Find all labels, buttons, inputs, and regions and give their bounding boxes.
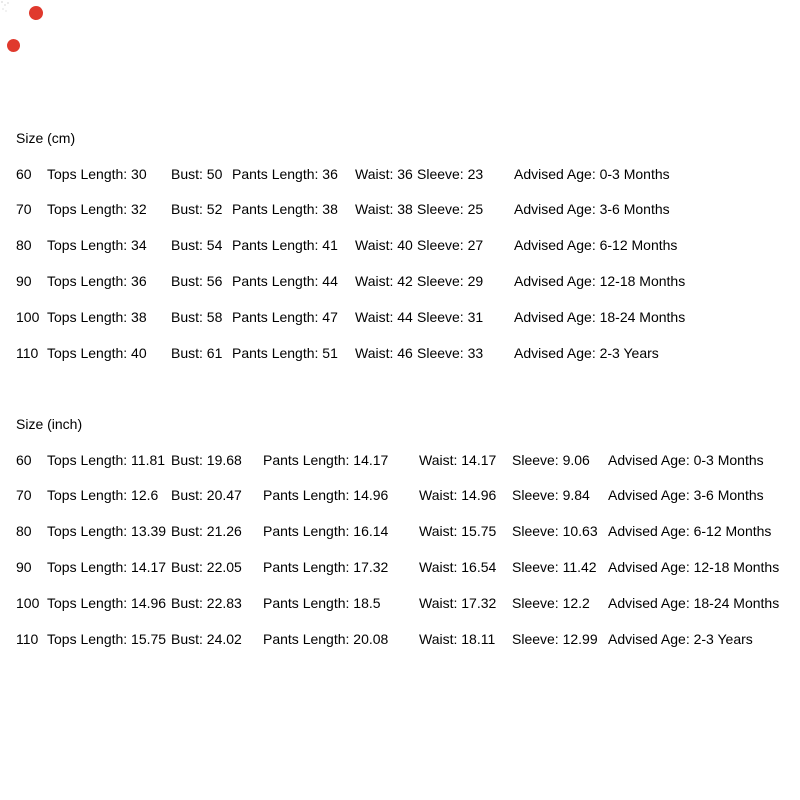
tops-length-cell: Tops Length: 36	[47, 272, 147, 289]
advised-age-cell: Advised Age: 0-3 Months	[514, 165, 670, 182]
pants-length-cell: Pants Length: 41	[232, 237, 338, 254]
sleeve-cell: Sleeve: 11.42	[512, 558, 597, 575]
size-value: 90	[16, 558, 32, 575]
bust-cell: Bust: 52	[171, 201, 223, 218]
tops-length-cell: Tops Length: 15.75	[47, 630, 167, 647]
pants-length-cell: Pants Length: 20.08	[263, 630, 389, 647]
waist-cell: Waist: 14.96	[419, 487, 497, 504]
advised-age-cell: Advised Age: 0-3 Months	[608, 451, 764, 468]
sleeve-cell: Sleeve: 33	[417, 344, 484, 361]
advised-age-cell: Advised Age: 18-24 Months	[608, 594, 780, 611]
tops-length-cell: Tops Length: 40	[47, 344, 147, 361]
size-value: 90	[16, 272, 32, 289]
size-value: 60	[16, 451, 32, 468]
pants-length-cell: Pants Length: 14.96	[263, 487, 389, 504]
size-row-60	[0, 453, 800, 469]
sleeve-cell: Sleeve: 27	[417, 237, 484, 254]
red-mark-icon	[28, 5, 45, 22]
bust-cell: Bust: 58	[171, 308, 223, 325]
tops-length-cell: Tops Length: 11.81	[47, 451, 166, 468]
advised-age-cell: Advised Age: 3-6 Months	[608, 487, 764, 504]
size-value: 100	[16, 594, 40, 611]
sleeve-cell: Sleeve: 10.63	[512, 523, 598, 540]
tops-length-cell: Tops Length: 13.39	[47, 523, 167, 540]
size-row-80	[0, 524, 800, 540]
bust-cell: Bust: 19.68	[171, 451, 242, 468]
tops-length-cell: Tops Length: 38	[47, 308, 147, 325]
size-value: 110	[16, 344, 39, 361]
size-value: 100	[16, 308, 40, 325]
advised-age-cell: Advised Age: 2-3 Years	[514, 344, 659, 361]
advised-age-cell: Advised Age: 6-12 Months	[608, 523, 772, 540]
sleeve-cell: Sleeve: 12.99	[512, 630, 598, 647]
size-row-100	[0, 596, 800, 612]
advised-age-cell: Advised Age: 3-6 Months	[514, 201, 670, 218]
size-value: 80	[16, 237, 32, 254]
advised-age-cell: Advised Age: 12-18 Months	[608, 558, 780, 575]
tops-length-cell: Tops Length: 30	[47, 165, 147, 182]
bust-cell: Bust: 24.02	[171, 630, 242, 647]
sleeve-cell: Sleeve: 29	[417, 272, 484, 289]
waist-cell: Waist: 14.17	[419, 451, 497, 468]
size-row-90	[0, 274, 800, 290]
tops-length-cell: Tops Length: 14.17	[47, 558, 167, 575]
tops-length-cell: Tops Length: 14.96	[47, 594, 167, 611]
size-row-80	[0, 238, 800, 254]
bust-cell: Bust: 61	[171, 344, 223, 361]
size-row-110	[0, 632, 800, 648]
size-value: 70	[16, 201, 32, 218]
pants-length-cell: Pants Length: 51	[232, 344, 338, 361]
size-row-90	[0, 560, 800, 576]
sleeve-cell: Sleeve: 25	[417, 201, 484, 218]
size-section-inch	[0, 417, 800, 657]
tops-length-cell: Tops Length: 34	[47, 237, 147, 254]
waist-cell: Waist: 36	[355, 165, 413, 182]
waist-cell: Waist: 16.54	[419, 558, 497, 575]
bust-cell: Bust: 54	[171, 237, 223, 254]
waist-cell: Waist: 15.75	[419, 523, 497, 540]
size-value: 80	[16, 523, 32, 540]
pants-length-cell: Pants Length: 38	[232, 201, 338, 218]
size-row-100	[0, 310, 800, 326]
pants-length-cell: Pants Length: 44	[232, 272, 338, 289]
size-section-cm	[0, 131, 800, 371]
advised-age-cell: Advised Age: 12-18 Months	[514, 272, 686, 289]
pants-length-cell: Pants Length: 47	[232, 308, 338, 325]
sleeve-cell: Sleeve: 9.06	[512, 451, 590, 468]
size-row-60	[0, 167, 800, 183]
pants-length-cell: Pants Length: 16.14	[263, 523, 389, 540]
pants-length-cell: Pants Length: 14.17	[263, 451, 389, 468]
bust-cell: Bust: 50	[171, 165, 223, 182]
size-value: 60	[16, 165, 32, 182]
size-row-110	[0, 346, 800, 362]
advised-age-cell: Advised Age: 18-24 Months	[514, 308, 686, 325]
size-value: 110	[16, 630, 39, 647]
waist-cell: Waist: 40	[355, 237, 413, 254]
waist-cell: Waist: 17.32	[419, 594, 497, 611]
corner-artifact	[1, 1, 3, 3]
advised-age-cell: Advised Age: 2-3 Years	[608, 630, 753, 647]
size-value: 70	[16, 487, 32, 504]
advised-age-cell: Advised Age: 6-12 Months	[514, 237, 678, 254]
sleeve-cell: Sleeve: 12.2	[512, 594, 590, 611]
tops-length-cell: Tops Length: 12.6	[47, 487, 159, 504]
pants-length-cell: Pants Length: 17.32	[263, 558, 389, 575]
sleeve-cell: Sleeve: 23	[417, 165, 484, 182]
red-mark-icon	[6, 38, 21, 53]
size-row-70	[0, 488, 800, 504]
waist-cell: Waist: 44	[355, 308, 413, 325]
size-row-70	[0, 202, 800, 218]
section-title-inch: Size (inch)	[16, 416, 83, 432]
waist-cell: Waist: 46	[355, 344, 413, 361]
waist-cell: Waist: 42	[355, 272, 413, 289]
bust-cell: Bust: 20.47	[171, 487, 242, 504]
pants-length-cell: Pants Length: 18.5	[263, 594, 381, 611]
bust-cell: Bust: 21.26	[171, 523, 242, 540]
section-title-cm: Size (cm)	[16, 130, 76, 146]
sleeve-cell: Sleeve: 9.84	[512, 487, 590, 504]
bust-cell: Bust: 22.05	[171, 558, 242, 575]
tops-length-cell: Tops Length: 32	[47, 201, 147, 218]
waist-cell: Waist: 18.11	[419, 630, 496, 647]
bust-cell: Bust: 22.83	[171, 594, 242, 611]
waist-cell: Waist: 38	[355, 201, 413, 218]
sleeve-cell: Sleeve: 31	[417, 308, 484, 325]
pants-length-cell: Pants Length: 36	[232, 165, 338, 182]
bust-cell: Bust: 56	[171, 272, 223, 289]
